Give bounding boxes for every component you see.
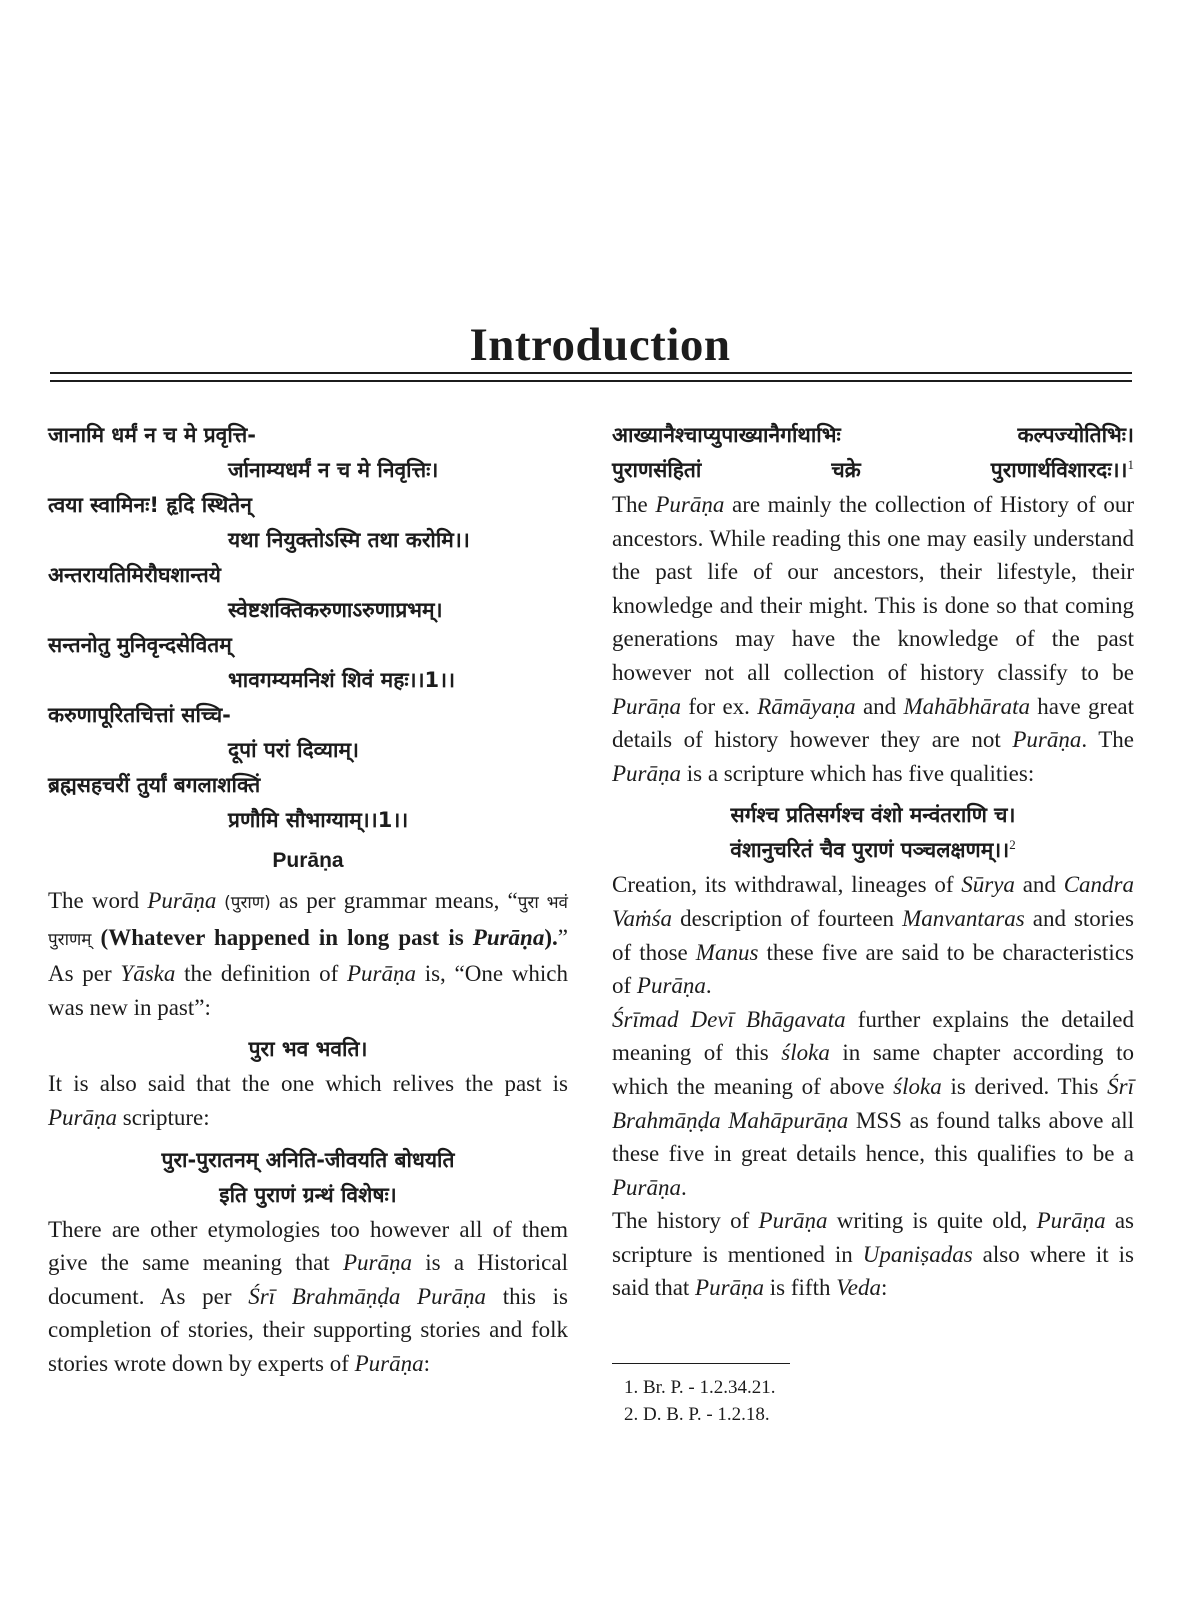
- text: further explains the detailed meaning of this: [612, 1006, 1134, 1066]
- term: Purāṇa: [147, 888, 217, 913]
- term: śloka: [893, 1073, 942, 1099]
- text: and stories of those: [612, 905, 1134, 965]
- text: The word: [48, 888, 148, 913]
- verse-line: करुणापूरितचित्तां सच्चि-: [48, 703, 231, 727]
- text: There are other etymologies too however all of them give the same meaning that: [48, 1216, 568, 1276]
- text: is, “One which was new in past”:: [48, 961, 569, 1020]
- text: The history of: [612, 1208, 759, 1234]
- text: writing is quite old,: [827, 1208, 1037, 1234]
- term: Purāṇa: [1036, 1208, 1106, 1234]
- text: :: [423, 1350, 430, 1376]
- term: Purāṇa: [48, 1104, 117, 1130]
- paragraph-five-qualities: [612, 868, 1134, 1002]
- paragraph-history: [612, 1204, 1134, 1305]
- verse-line: ब्रह्मसहचरीं तुर्यां बगलाशक्तिं: [48, 773, 261, 797]
- verse-line: त्वया स्वामिनः! हृदि स्थितेन्: [48, 493, 252, 517]
- paragraph-definition: [48, 884, 568, 1024]
- paragraph-bhagavata: [612, 1003, 1134, 1205]
- text: the definition of: [175, 961, 347, 987]
- text: have great details of history however they are not: [612, 693, 1135, 753]
- term: Candra Vaṁśa: [612, 872, 1134, 931]
- devanagari-term: (पुराण): [216, 893, 271, 913]
- verse-line: पुरा भव भवति।: [248, 1037, 368, 1062]
- text: is fifth: [764, 1275, 837, 1301]
- term: Purāṇa: [695, 1275, 765, 1301]
- title-rule-top: [50, 372, 1132, 374]
- verse-line: आख्यानैश्चाप्युपाख्यानैर्गाथाभिः कल्पज्योतिभिः।: [612, 423, 1134, 447]
- verse-line: र्जानाम्यधर्मं न च मे निवृत्तिः।: [228, 458, 439, 482]
- text: and: [855, 693, 904, 719]
- section-heading: Purāṇa: [272, 849, 344, 872]
- text: Creation, its withdrawal, lineages of: [612, 872, 962, 898]
- footnote: 2. D. B. P. - 1.2.18.: [624, 1404, 770, 1426]
- term: Purāṇa: [342, 1250, 412, 1276]
- text: also where it is said that: [612, 1241, 1134, 1301]
- text: is derived. This: [941, 1073, 1108, 1099]
- bold-text: (Whatever happened in long past is: [91, 924, 473, 950]
- term: Yāska: [120, 961, 176, 987]
- term: Veda: [836, 1275, 881, 1301]
- term: Śrīmad Devī Bhāgavata: [612, 1006, 846, 1032]
- right-column: [612, 418, 1134, 1428]
- verse-line: [612, 453, 1134, 488]
- left-column: [48, 418, 568, 1381]
- term: Purāṇa: [612, 1174, 681, 1200]
- term: Manus: [695, 939, 759, 965]
- text: in same chapter according to which the meaning of above: [612, 1040, 1134, 1099]
- devanagari-term: पुरा भवं पुराणम्: [48, 893, 569, 950]
- term: Purāṇa: [612, 760, 681, 786]
- paragraph-relives: [48, 1067, 568, 1134]
- term: Purāṇa: [612, 693, 681, 719]
- term: Purāṇa: [636, 973, 706, 999]
- footnote-marker: 2: [1009, 837, 1016, 853]
- text: and: [1014, 872, 1064, 898]
- page-title: Introduction: [469, 319, 731, 371]
- term: śloka: [781, 1040, 830, 1066]
- verse-line: इति पुराणं ग्रन्थं विशेषः।: [219, 1182, 397, 1207]
- text: .: [705, 973, 712, 999]
- term: Purāṇa: [472, 924, 545, 950]
- term: Purāṇa: [1012, 727, 1082, 753]
- title-rule-bottom: [50, 380, 1132, 382]
- verse-line: सर्गश्च प्रतिसर्गश्च वंशो मन्वंतराणि च।: [730, 803, 1016, 828]
- text: MSS as found talks above all these five in great details hence, this qualifies to be a: [612, 1107, 1134, 1167]
- text: for ex.: [681, 693, 758, 719]
- paragraph-etymologies: [48, 1213, 568, 1381]
- verse-text: पुराणसंहितां चक्रे पुराणार्थविशारदः।।: [612, 458, 1128, 482]
- text: The: [612, 492, 656, 517]
- footnote: 1. Br. P. - 1.2.34.21.: [624, 1377, 776, 1399]
- term: Upaniṣadas: [862, 1241, 973, 1267]
- text: . The: [1081, 727, 1135, 753]
- term: Purāṇa: [655, 492, 725, 517]
- bold-text: ).: [544, 924, 558, 950]
- term: Mahābhārata: [903, 693, 1030, 719]
- footnote-rule: [612, 1363, 790, 1364]
- verse-line: प्रणौमि सौभाग्याम्।।1।।: [228, 808, 409, 832]
- text: as per grammar means, “: [270, 888, 518, 913]
- term: Manvantaras: [902, 905, 1025, 931]
- text: scripture:: [117, 1104, 210, 1130]
- text: are mainly the collection of History of our ancestors. While reading this one may easily understand the past life of our ancestors, their lifestyle, their knowledge and their might. This is done so that coming generations may have the knowledge of the past however not all collection of history classify to be: [612, 492, 1134, 685]
- term: Purāṇa: [354, 1350, 424, 1376]
- opening-verse: [48, 418, 568, 838]
- verse-line: भावगम्यमनिशं शिवं महः।।1।।: [228, 668, 456, 692]
- text: is a scripture which has five qualities:: [681, 760, 1035, 786]
- term: Sūrya: [961, 872, 1015, 898]
- text: :: [880, 1275, 888, 1301]
- term: Purāṇa: [346, 961, 416, 987]
- term: Śrī Brahmāṇḍa Mahāpurāṇa: [612, 1073, 1134, 1133]
- text: is a Historical document. As per: [48, 1250, 568, 1309]
- text: ” As per: [48, 924, 568, 987]
- term: Purāṇa: [758, 1208, 828, 1234]
- verse-line: यथा नियुक्तोऽस्मि तथा करोमि।।: [228, 528, 470, 552]
- verse-text: वंशानुचरितं चैव पुराणं पञ्चलक्षणम्।।: [730, 838, 1010, 863]
- verse-line: अन्तरायतिमिरौघशान्तये: [48, 563, 221, 587]
- text: these five are said to be characteristics of: [612, 939, 1134, 999]
- verse-line: दूपां परां दिव्याम्।: [228, 738, 360, 762]
- text: as scripture is mentioned in: [612, 1208, 1134, 1267]
- footnote-marker: 1: [1127, 457, 1134, 472]
- text: It is also said that the one which relives the past is: [48, 1071, 568, 1097]
- verse-line: [612, 833, 1134, 868]
- term: Rāmāyaṇa: [757, 693, 856, 719]
- verse-line: सन्तनोतु मुनिवृन्दसेवितम्: [48, 633, 232, 657]
- verse-line: स्वेष्टशक्तिकरुणाऽरुणाप्रभम्।: [228, 598, 443, 622]
- text: description of fourteen: [672, 905, 903, 931]
- verse-line: पुरा-पुरातनम् अनिति-जीवयति बोधयति: [161, 1147, 455, 1172]
- paragraph-collection: [612, 488, 1134, 790]
- term: Śrī Brahmāṇḍa Purāṇa: [248, 1283, 487, 1309]
- verse-line: जानामि धर्मं न च मे प्रवृत्ति-: [48, 423, 256, 447]
- text: this is completion of stories, their supporting stories and folk stories wrote down by experts of: [48, 1283, 569, 1376]
- text: .: [681, 1174, 687, 1200]
